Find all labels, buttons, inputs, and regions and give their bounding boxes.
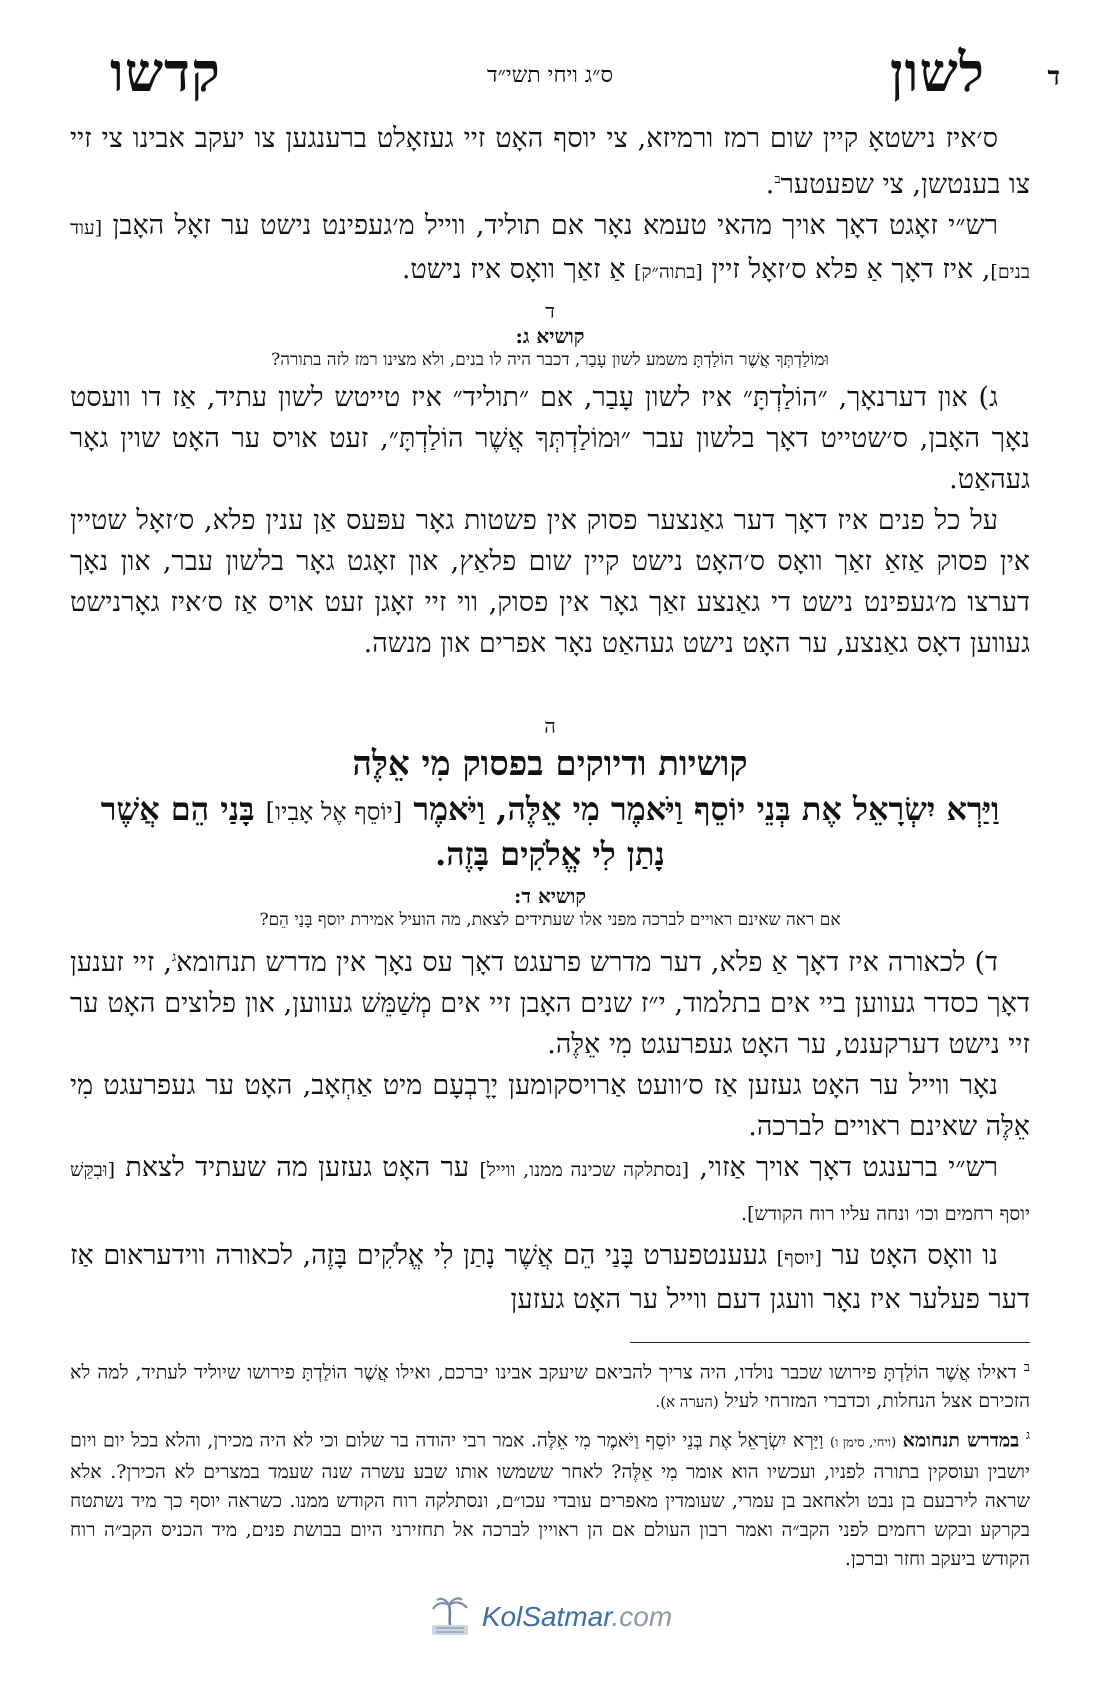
page-header — [70, 40, 1060, 118]
section4-paragraph-1: ג) און דערנאָך, ״הוֹלַדְתָּ״ איז לשון עָבַר, אם ״תוליד״ איז טייטש לשון עתיד, אַז דו וועסט נאָך האָבן, ס׳שטייט דאָך בלשון עבר ״וּמוֹלַדְתְּךָ אֲשֶׁר הוֹלַדְתָּ״, זעט אויס ער האָט שוין גאָר געהאַט. — [70, 382, 1030, 495]
footnote-marker: ב — [774, 172, 781, 187]
section-letter-he: ה — [544, 714, 556, 738]
kushya-question: וּמוֹלַדְתְּךָ אֲשֶׁר הוֹלַדְתָּ משמע לשון עָבַר, דכבר היה לו בנים, ולא מצינו רמז לזה בתורה? — [271, 350, 829, 370]
kushya-label: קושיא ג: — [515, 324, 585, 348]
footnote: $^ב$ דאילו אֲשֶׁר הוֹלַדְתָּ פירושו שכבר נולדו, היה צריך להביאם שיעקב אבינו יברכם, ואילו אֲשֶׁר הוֹלַדְתָּ פירושו שיוליד לעתיד, למה לא הזכירם אצל הנחלות, וכדברי המזרחי לעיל (הערה א). — [70, 1360, 1030, 1413]
intro-paragraph-2: רש״י זאָגט דאָך אויך מהאי טעמא נאָר אם תוליד, ווייל מ׳געפינט נישט ער זאָל האָבן [עוד בנים], איז דאָך אַ פלא ס׳זאָל זיין [בתוה״ק] אַ זאַך וואָס איז נישט. — [70, 210, 1030, 285]
section4-paragraph-2: על כל פנים איז דאָך דער גאַנצער פסוק אין פשטות גאָר עפּעס אַן ענין פלא, ס׳זאָל שטיין אין פסוק אַזאַ זאַך וואָס ס׳האָט נישט קיין שום פלאַץ, און זאָגט גאָר בלשון עבר, און נאָך דערצו מ׳געפינט נישט די גאַנצע זאַך גאָר אין פסוק, ווי זיי זאָגן זעט אויס אַז ס׳איז גאָרנישט געווען דאָס גאַנצע, ער האָט נישט געהאַט נאָר אפרים און מנשה. — [70, 505, 1030, 659]
section5-paragraph-2: נאָר ווייל ער האָט געזען אַז ס׳וועט אַרויסקומען יָרָבְעָם מיט אַחְאָב, האָט ער געפרעגט מִי אֵלֶּה שאינם ראויים לברכה. — [70, 1070, 1030, 1142]
document-page — [70, 40, 1060, 1680]
page-number: ד — [1047, 62, 1060, 92]
footnote: $^ג$ במדרש תנחומא (ויחי, סימן ו) וַיַּרְא יִשְׂרָאֵל אֶת בְּנֵי יוֹסֵף וַיֹּאמֶר מִי אֵלֶּה. אמר רבי יהודה בר שלום וכי לא היה מכירן, והלא בכל יום ויום יושבין ועוסקין בתורה לפניו, ועכשיו הוא אומר מִי אֵלֶּה? לאחר ששמשו אותו שבע עשרה שנה שעמד במצרים לא הכירן?. אלא שראה לירבעם בן נבט ולאחאב בן עמרי, שעומדין מאפרים עובדי עכו״ם, ונסתלקה רוח הקודש ממנו. כשראה יוסף כך מיד נשתטח בקרקע ובקש רחמים לפני הקב״ה ואמר רבון העולם אם הן ראויין לברכה אל תחזירני היום בבושת פנים, מיד הכניס הקב״ה רוח הקודש ביעקב וחזר וברכן. — [70, 1428, 1031, 1570]
running-title-right: לשון — [889, 40, 985, 104]
footnote-marker: ג — [171, 950, 177, 965]
footnote-divider — [630, 1342, 1030, 1343]
section5-paragraph-1: ד) לכאורה איז דאָך אַ פלא, דער מדרש פרעגט דאָך עס נאָך אין מדרש תנחומא$^ג$, זיי זענען דאָך כסדר געווען ביי אים בתלמוד, י״ז שנים האָבן זיי אים מְשַׁמֵּשׁ געווען, און פלוצים האָט ער זיי נישט דערקענט, ער האָט געפרעגט מִי אֵלֶּה. — [70, 947, 1030, 1060]
intro-paragraph-1: ס׳איז נישטאָ קיין שום רמז ורמיזא, צי יוסף האָט זיי געזאָלט ברענגען צו יעקב אבינו צי זיי צו בענטשן, צי שפעטער$^ב$. — [70, 123, 1030, 200]
parsha-date: ס״ג ויחי תשי״ד — [486, 63, 613, 88]
site-watermark — [0, 1592, 1100, 1642]
section-letter-dalet: ד — [545, 299, 555, 323]
palm-tree-icon — [428, 1595, 472, 1639]
section5-paragraph-4: נו וואָס האָט ער [יוסף] געענטפערט בָּנַי הֵם אֲשֶׁר נָתַן לִי אֱלֹקִים בָּזֶה, לכאורה ווידעראום אַז דער פעלער איז נאָר וועגן דעם ווייל ער האָט געזען — [70, 1240, 1030, 1315]
kushya-label: קושיא ד: — [513, 884, 587, 908]
watermark-text: KolSatmar.com — [481, 1601, 673, 1632]
running-title-left: קדשו — [110, 40, 221, 104]
section-title: קושיות ודיוקים בפסוק מִי אֵלֶּה — [352, 744, 748, 784]
kushya-question: אם ראה שאינם ראויים לברכה מפני אלו שעתידים לצאת, מה הועיל אמירת יוסף בָּנַי הֵם? — [259, 910, 841, 930]
section5-paragraph-3: רש״י ברענגט דאָך אויך אַזוי, [נסתלקה שכינה ממנו, ווייל] ער האָט געזען מה שעתיד לצאת [וּבִקֵּשׁ יוסף רחמים וכו׳ ונחה עליו רוח הקודש]. — [70, 1152, 1030, 1225]
verse-quote: וַיַּרְא יִשְׂרָאֵל אֶת בְּנֵי יוֹסֵף וַיֹּאמֶר מִי אֵלֶּה, וַיֹּאמֶר [יוֹסֵף אֶל אָבִיו] בָּנַי הֵם אֲשֶׁר נָתַן לִי אֱלֹקִים בָּזֶה. — [100, 790, 1000, 873]
